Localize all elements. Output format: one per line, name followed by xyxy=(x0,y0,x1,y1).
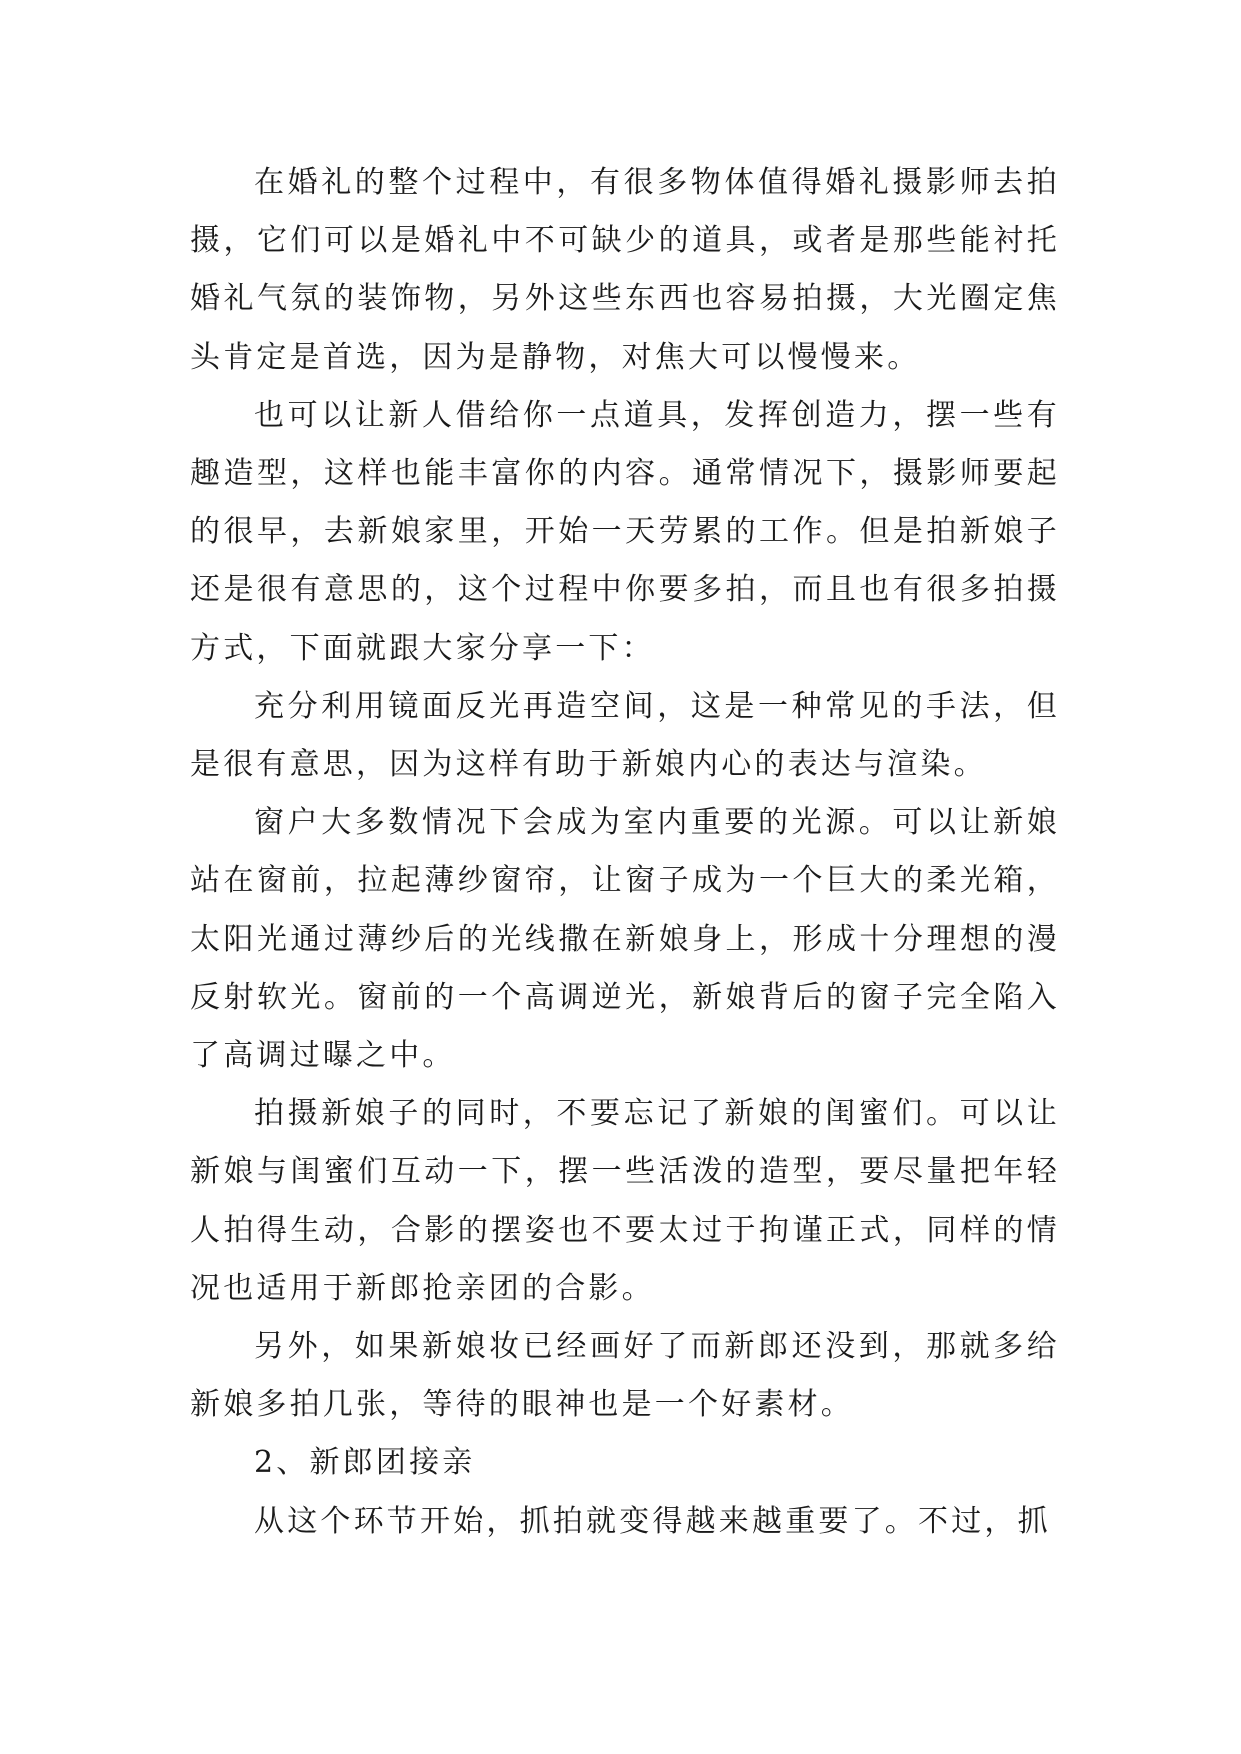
paragraph-1: 在婚礼的整个过程中，有很多物体值得婚礼摄影师去拍摄，它们可以是婚礼中不可缺少的道具，或者是那些能衬托婚礼气氛的装饰物，另外这些东西也容易拍摄，大光圈定焦头肯定是首选，因为是静物，对焦大可以慢慢来。 xyxy=(190,165,1060,375)
document-body xyxy=(190,154,1060,1551)
paragraph-4: 窗户大多数情况下会成为室内重要的光源。可以让新娘站在窗前，拉起薄纱窗帘，让窗子成为一个巨大的柔光箱，太阳光通过薄纱后的光线撒在新娘身上，形成十分理想的漫反射软光。窗前的一个高调逆光，新娘背后的窗子完全陷入了高调过曝之中。 xyxy=(190,805,1060,1074)
section-heading: 2、新郎团接亲 xyxy=(254,1445,476,1481)
paragraph-3: 充分利用镜面反光再造空间，这是一种常见的手法，但是很有意思，因为这样有助于新娘内心的表达与渲染。 xyxy=(190,688,1060,783)
paragraph-5: 拍摄新娘子的同时，不要忘记了新娘的闺蜜们。可以让新娘与闺蜜们互动一下，摆一些活泼的造型，要尽量把年轻人拍得生动，合影的摆姿也不要太过于拘谨正式，同样的情况也适用于新郎抢亲团的合影。 xyxy=(190,1096,1060,1306)
paragraph-7: 从这个环节开始，抓拍就变得越来越重要了。不过，抓 xyxy=(254,1503,1051,1539)
paragraph-6: 另外，如果新娘妆已经画好了而新郎还没到，那就多给新娘多拍几张，等待的眼神也是一个好素材。 xyxy=(190,1329,1060,1423)
paragraph-2: 也可以让新人借给你一点道具，发挥创造力，摆一些有趣造型，这样也能丰富你的内容。通常情况下，摄影师要起的很早，去新娘家里，开始一天劳累的工作。但是拍新娘子还是很有意思的，这个过程中你要多拍，而且也有很多拍摄方式，下面就跟大家分享一下： xyxy=(190,397,1060,666)
